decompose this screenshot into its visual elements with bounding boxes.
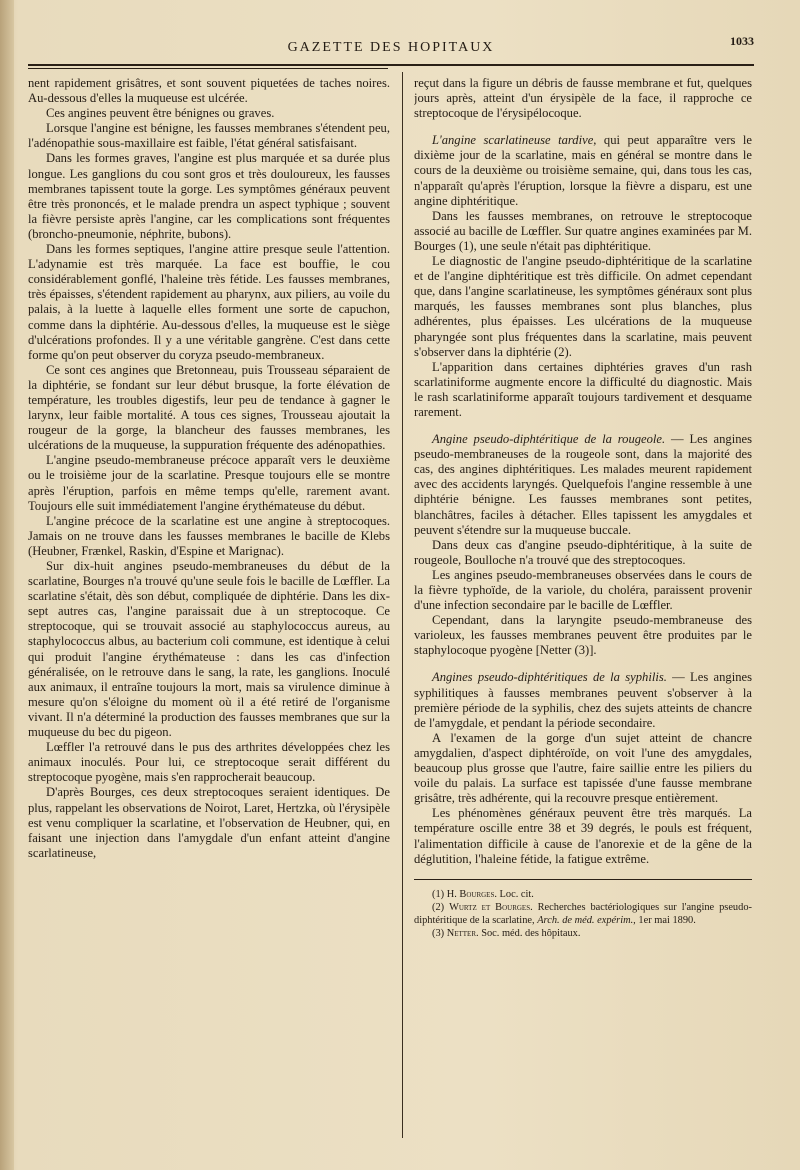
paragraph: Cependant, dans la laryngite pseudo-membraneuse des varioleux, les fausses membranes peuvent être produites par le staphylocoque pyogène [Netter (3)]. — [414, 613, 752, 658]
footnote-text: Recherches bactériologiques sur l'angine pseudo-diphtéritique de la scarlatine, — [414, 901, 752, 926]
right-column — [414, 76, 752, 1116]
footnote-text: Soc. méd. des hôpitaux. — [478, 927, 581, 939]
section-text: — Les angines pseudo-membraneuses de la rougeole sont, dans la majorité des cas, des angines diphtéritiques. Les malades meurent rapidement avec des accidents laryngés. Quelquefois l'angine ressemble à une diphtérie bénigne. Les fausses membranes sont petites, blanchâtres, faciles à détacher. Elles tapissent les amygdales et peuvent s'étendre sur la muqueuse buccale. — [414, 432, 752, 537]
page-number: 1033 — [730, 34, 754, 48]
paragraph: A l'examen de la gorge d'un sujet atteint de chancre amygdalien, d'aspect diphtéroïde, on voit l'une des amygdales, beaucoup plus grosse que l'autre, faire saillie entre les piliers du voile du palais. La surface est tapissée d'une fausse membrane grisâtre, très adhérente, qui la recouvre presque entièrement. — [414, 730, 752, 806]
footnote-number: (3) — [432, 927, 447, 939]
paragraph: Dans les formes septiques, l'angine attire presque seule l'attention. L'adynamie est très marquée. La face est bouffie, le cou considérablement gonflé, l'haleine très fétide. Les fausses membranes, très épaisses, s'étendent rapidement au pharynx, aux piliers, au voile du palais, à la luette à laquelle elles forment une sorte de capuchon, comme dans la diphtérie. Au-dessous d'elles, la muqueuse est le siège d'ulcérations profondes. Il y a une véritable gangrène. C'est dans cette forme qu'on peut observer du coryza pseudo-membraneux. — [28, 242, 390, 362]
paragraph: L'apparition dans certaines diphtéries graves d'un rash scarlatiniforme augmente encore la difficulté du diagnostic. Mais le rash scarlatiniforme apparaît toujours tardivement et desquame rarement. — [414, 359, 752, 419]
footnotes-rule — [414, 879, 752, 880]
column-divider — [402, 72, 403, 1138]
header-rule — [28, 64, 754, 66]
paragraph: Les phénomènes généraux peuvent être très marqués. La température oscille entre 38 et 39 degrés, le pouls est fréquent, l'alimentation difficile à cause de l'anorexie et de la gêne de la déglutition, l'haleine fétide, la fatigue extrême. — [414, 806, 752, 866]
page-spine-shadow — [0, 0, 14, 1170]
paragraph: D'après Bourges, ces deux streptocoques seraient identiques. De plus, rappelant les observations de Noirot, Laret, Hertzka, où l'érysipèle est venu compliquer la scarlatine, et l'observation de Heubner, qui, en faisant une injection dans l'amygdale d'un enfant atteint d'angine scarlatineuse, — [28, 785, 390, 860]
footnote-number: (1) — [432, 888, 447, 900]
paragraph: Sur dix-huit angines pseudo-membraneuses du début de la scarlatine, Bourges n'a trouvé qu'une seule fois le bacille de Lœffler. La scarlatine s'était, dès son début, compliquée de diphtérie. Dans les dix-sept autres cas, l'angine paraissait due à un streptocoque. Ce streptocoque, qui se trouvait associé au staphylococcus aureus, au staphylococcus albus, au bacterium coli commune, est identique à celui qui produit l'angine érythémateuse : dans les cas d'infection généralisée, on le retrouve dans le sang, la rate, les ganglions. Inoculé aux animaux, il entraîne toujours la mort, mais sa virulence diminue à mesure qu'on s'éloigne du moment où il a été retiré de l'organisme vivant. Il n'a déterminé la production des fausses membranes que sur la muqueuse du bec du pigeon. — [28, 559, 390, 740]
paragraph: Ce sont ces angines que Bretonneau, puis Trousseau séparaient de la diphtérie, se fondant sur leur début brusque, la forte élévation de température, les troubles digestifs, leur peu de tendance à gagner le larynx, leur faible mortalité. A tous ces signes, Trousseau ajoutait la rougeur de la gorge, la blancheur des fausses membranes, les ulcérations de la muqueuse, la suppuration fréquente des adénopathies. — [28, 362, 390, 453]
paragraph-syphilis — [414, 670, 752, 730]
section-title-rougeole: Angine pseudo-diphtéritique de la rougeole. — [432, 432, 666, 447]
footnote-date: 1er mai 1890. — [635, 914, 696, 926]
footnote-author: Netter. — [446, 927, 479, 939]
footnote-journal: Arch. de méd. expérim., — [537, 914, 636, 926]
paragraph: L'angine pseudo-membraneuse précoce apparaît vers le deuxième ou le troisième jour de la scarlatine. Presque toujours elle se montre après l'éruption, parfois en même temps qu'elle, rarement avant. Toujours elle suit immédiatement l'angine érythémateuse du début. — [28, 453, 390, 513]
journal-title: GAZETTE DES HOPITAUX — [287, 40, 495, 55]
paragraph: Dans les fausses membranes, on retrouve le streptocoque associé au bacille de Lœffler. Sur quatre angines examinées par M. Bourges (1), une seule n'était pas diphtéritique. — [414, 208, 752, 253]
section-title-syphilis: Angines pseudo-diphtéritiques de la syphilis. — [432, 670, 667, 685]
paragraph: L'angine précoce de la scarlatine est une angine à streptocoques. Jamais on ne trouve dans les fausses membranes le bacille de Klebs (Heubner, Frænkel, Raskin, d'Espine et Marignac). — [28, 513, 390, 558]
header-rule-secondary — [28, 68, 388, 69]
paragraph-tardive — [414, 133, 752, 208]
paragraph: nent rapidement grisâtres, et sont souvent piquetées de taches noires. Au-dessous d'elles la muqueuse est ulcérée. — [28, 76, 390, 106]
footnote-1 — [414, 888, 752, 901]
paragraph: Le diagnostic de l'angine pseudo-diphtéritique de la scarlatine et de l'angine diphtéritique est très difficile. On admet cependant que, dans l'angine scarlatineuse, les symptômes généraux sont plus marqués, les fausses membranes sont plus blanches, plus adhérentes, plus épaisses. Les ulcérations de la muqueuse pharyngée sont plus fréquentes dans la scarlatine, mais peuvent s'observer dans la diphtérie (2). — [414, 254, 752, 359]
section-text: — Les angines syphilitiques à fausses membranes peuvent s'observer à la première période de la syphilis, chez des sujets atteints de chancre de l'amygdale, et pendant la période secondaire. — [414, 670, 752, 730]
paragraph-rougeole — [414, 432, 752, 538]
paragraph: Ces angines peuvent être bénignes ou graves. — [46, 106, 275, 121]
left-column — [28, 76, 390, 1136]
footnote-text: Loc. cit. — [496, 888, 534, 900]
section-text: , qui peut apparaître vers le dixième jour de la scarlatine, mais en général se montre dans le cours de la deuxième ou troisième semaine, qui, dans tous les cas, n'apparaît qu'après l'éruption, lorsque la fièvre a disparu, est une angine diphtéritique. — [414, 133, 752, 208]
footnote-number: (2) — [432, 901, 450, 913]
footnote-author: Wurtz et Bourges. — [449, 901, 533, 913]
paragraph: Lorsque l'angine est bénigne, les fausses membranes s'étendent peu, l'adénopathie sous-maxillaire est faible, l'état général satisfaisant. — [28, 121, 390, 151]
paragraph: Lœffler l'a retrouvé dans le pus des arthrites développées chez les animaux inoculés. Pour lui, ce streptocoque serait différent du streptocoque pyogène, mais s'en rapprocherait beaucoup. — [28, 740, 390, 785]
footnote-2 — [414, 901, 752, 927]
paragraph: Les angines pseudo-membraneuses observées dans le cours de la fièvre typhoïde, de la variole, du choléra, paraissent provenir d'une infection secondaire par le bacille de Lœffler. — [414, 567, 752, 613]
footnote-3 — [414, 927, 752, 940]
paragraph: reçut dans la figure un débris de fausse membrane et fut, quelques jours après, atteint d'un érysipèle de la face, il rapproche ce streptocoque de l'érysipélocoque. — [414, 76, 752, 121]
paragraph: Dans les formes graves, l'angine est plus marquée et sa durée plus longue. Les ganglions du cou sont gros et très douloureux, les fausses membranes tapissent toute la gorge. Les symptômes généraux peuvent être très prononcés, et le malade prendra un aspect typhique ; souvent la fièvre persiste après l'angine, car les complications sont fréquentes (broncho-pneumonie, néphrite, bubons). — [28, 151, 390, 241]
footnote-author: H. Bourges. — [446, 888, 497, 900]
page-header — [28, 34, 754, 60]
section-title-tardive: L'angine scarlatineuse tardive — [432, 133, 594, 148]
paragraph: Dans deux cas d'angine pseudo-diphtéritique, à la suite de rougeole, Boulloche n'a trouvé que des streptocoques. — [414, 537, 752, 567]
